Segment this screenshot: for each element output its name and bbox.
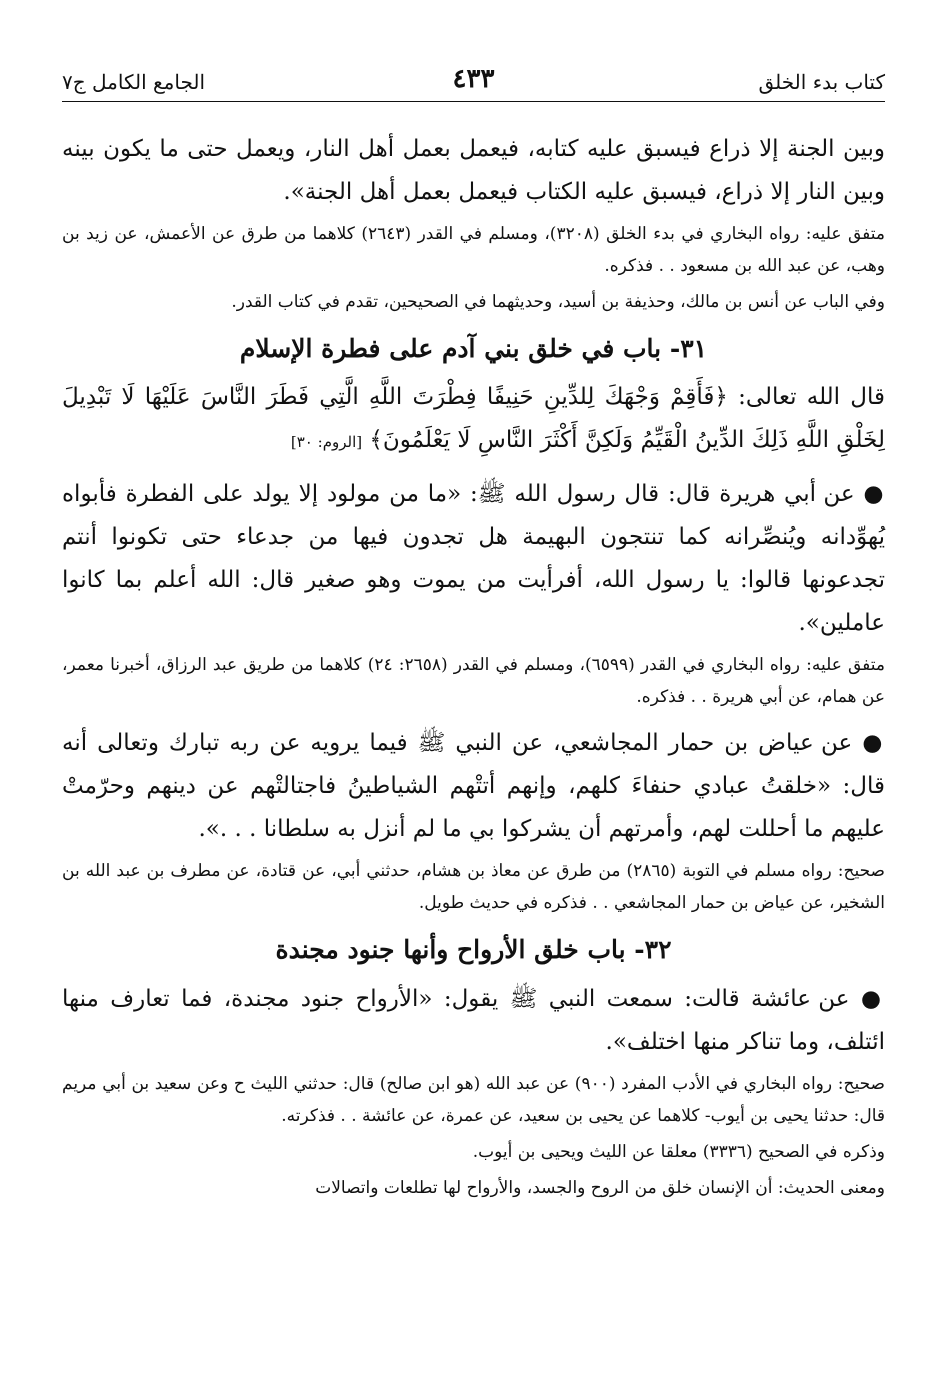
page-number: ٤٣٣ xyxy=(452,64,495,94)
quran-verse xyxy=(62,376,885,464)
series-title: الجامع الكامل ج٧ xyxy=(62,70,206,94)
takhrij-note: صحيح: رواه مسلم في التوبة (٢٨٦٥) من طرق عن معاذ بن هشام، حدثني أبي، عن قتادة، عن مطرف بن عبد الله بن الشخير، عن عياض بن حمار المجاشعي . . فذكره في حديث طويل. xyxy=(62,861,885,913)
chapter-heading-31: ٣١- باب في خلق بني آدم على فطرة الإسلام xyxy=(239,334,708,363)
takhrij-note: متفق عليه: رواه البخاري في القدر (٦٥٩٩)، ومسلم في القدر (٢٦٥٨: ٢٤) كلاهما من طريق عبد الرزاق، أخبرنا معمر، عن همام، عن أبي هريرة . . فذكره. xyxy=(62,655,885,707)
header-rule xyxy=(62,101,885,102)
explanation-note: ومعنى الحديث: أن الإنسان خلق من الروح والجسد، والأرواح لها تطلعات واتصالات xyxy=(315,1178,885,1198)
bullet-icon: ● xyxy=(863,480,886,507)
quran-text: قال الله تعالى: ﴿فَأَقِمْ وَجْهَكَ لِلدِّينِ حَنِيفًا فِطْرَتَ اللَّهِ الَّتِي فَطَرَ النَّاسَ عَلَيْهَا لَا تَبْدِيلَ لِخَلْقِ اللَّهِ ذَلِكَ الدِّينُ الْقَيِّمُ وَلَكِنَّ أَكْثَرَ النَّاسِ لَا يَعْلَمُونَ﴾ xyxy=(62,384,885,453)
book-title: كتاب بدء الخلق xyxy=(758,70,885,94)
takhrij-note: متفق عليه: رواه البخاري في بدء الخلق (٣٢٠٨)، ومسلم في القدر (٢٦٤٣) كلاهما من طرق عن الأعمش، عن زيد بن وهب، عن عبد الله بن مسعود . . فذكره. xyxy=(62,224,885,276)
takhrij-note: صحيح: رواه البخاري في الأدب المفرد (٩٠٠) عن عبد الله (هو ابن صالح) قال: حدثني الليث ح وعن سعيد بن أبي مريم قال: حدثنا يحيى بن أيوب- كلاهما عن يحيى بن سعيد، عن عمرة، عن عائشة . . فذكرته. xyxy=(62,1074,885,1126)
related-note: وفي الباب عن أنس بن مالك، وحذيفة بن أسيد، وحديثهما في الصحيحين، تقدم في كتاب القدر. xyxy=(231,292,885,312)
hadith-abu-hurayra xyxy=(62,472,885,645)
hadith-aisha xyxy=(62,977,885,1064)
page-header xyxy=(62,58,885,98)
bullet-icon: ● xyxy=(862,729,886,756)
hadith-text: عن أبي هريرة قال: قال رسول الله ﷺ: «ما من مولود إلا يولد على الفطرة فأبواه يُهوِّدانه ويُنصِّرانه كما تنتجون البهيمة هل تجدون فيها من جدعاء حتى تكونوا أنتم تجدعونها قالوا: يا رسول الله، أفرأيت من يموت وهو صغير قال: الله أعلم بما كانوا عاملين». xyxy=(62,481,885,636)
hadith-iyad xyxy=(62,721,885,851)
page-body xyxy=(62,128,885,1204)
bullet-icon: ● xyxy=(860,985,885,1012)
chapter-heading-32: ٣٢- باب خلق الأرواح وأنها جنود مجندة xyxy=(275,935,672,964)
hadith-continuation: وبين الجنة إلا ذراع فيسبق عليه كتابه، فيعمل بعمل أهل النار، ويعمل حتى ما يكون بينه وبين النار إلا ذراع، فيسبق عليه الكتاب فيعمل بعمل أهل الجنة». xyxy=(62,136,885,205)
verse-reference: [الروم: ٣٠] xyxy=(290,433,363,451)
takhrij-note: وذكره في الصحيح (٣٣٣٦) معلقا عن الليث ويحيى بن أيوب. xyxy=(472,1142,885,1162)
hadith-text: عن عياض بن حمار المجاشعي، عن النبي ﷺ فيما يرويه عن ربه تبارك وتعالى أنه قال: «خلقتُ عبادي حنفاءَ كلهم، وإنهم أتتْهم الشياطينُ فاجتالتْهم عن دينهم وحرّمتْ عليهم ما أحللت لهم، وأمرتهم أن يشركوا بي ما لم أنزل به سلطانا . . .». xyxy=(62,730,885,842)
hadith-text: عن عائشة قالت: سمعت النبي ﷺ يقول: «الأرواح جنود مجندة، فما تعارف منها ائتلف، وما تناكر منها اختلف». xyxy=(62,986,885,1055)
